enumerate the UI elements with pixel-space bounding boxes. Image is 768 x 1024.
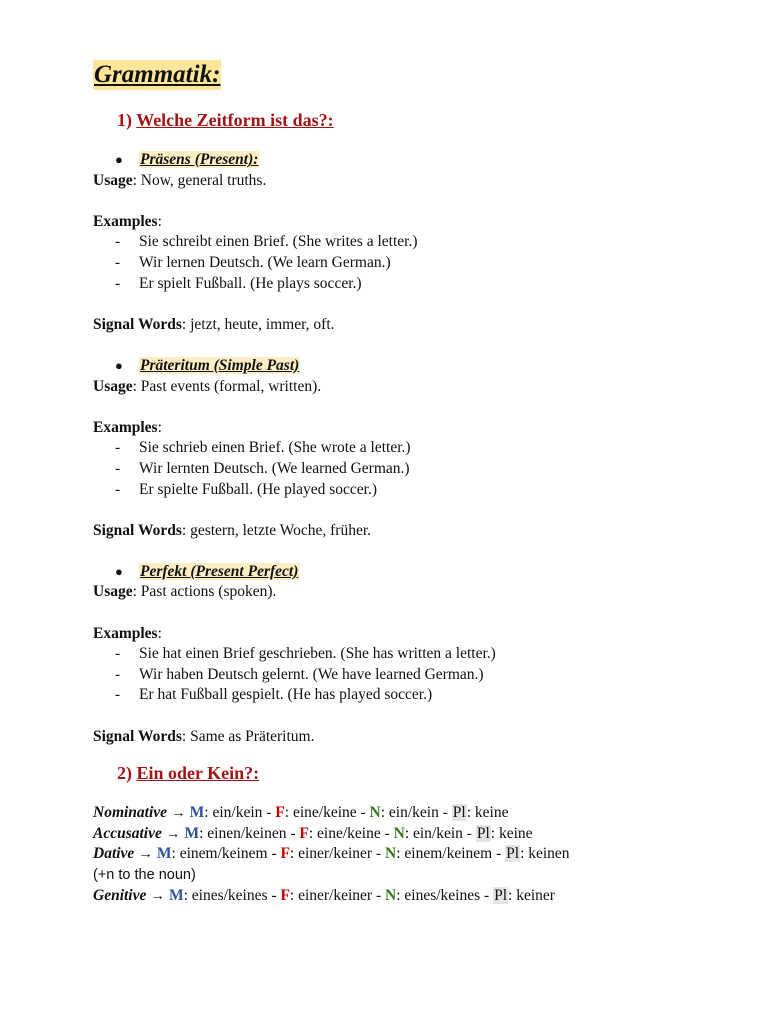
masculine-marker: M: [184, 824, 200, 842]
case-row-accusative: [93, 824, 733, 845]
list-item: - Sie schreibt einen Brief. (She writes a letter.): [93, 232, 733, 253]
neuter-value: : ein/kein -: [380, 804, 452, 822]
cases-block: [93, 803, 733, 906]
tense-label: Präteritum (Simple Past): [140, 356, 300, 374]
masculine-value: : eines/keines -: [183, 886, 281, 904]
usage-text: : Now, general truths.: [132, 171, 267, 189]
list-item: - Wir lernten Deutsch. (We learned German.): [93, 459, 733, 480]
plural-marker: Pl: [452, 804, 466, 822]
arrow-icon: →: [134, 846, 157, 863]
feminine-value: : einer/keiner -: [289, 845, 386, 863]
tense-heading: [115, 562, 733, 583]
examples-colon: :: [157, 418, 162, 436]
tense-heading: [115, 356, 733, 377]
tense-block-present-perfect: [93, 562, 733, 747]
masculine-marker: M: [156, 845, 172, 863]
neuter-value: : eines/keines -: [396, 886, 494, 904]
masculine-marker: M: [189, 804, 205, 822]
masculine-value: : einem/keinem -: [171, 845, 281, 863]
masculine-value: : einen/keinen -: [199, 824, 300, 842]
section-1-heading: [117, 108, 733, 132]
bullet-icon: ●: [115, 563, 123, 579]
neuter-value: : einem/keinem -: [396, 845, 506, 863]
feminine-value: : einer/keiner -: [289, 886, 386, 904]
usage-line: [93, 377, 733, 398]
case-name: Dative: [93, 845, 135, 863]
examples-heading: [93, 624, 733, 645]
case-name: Genitive: [93, 886, 147, 904]
usage-line: [93, 582, 733, 603]
case-name: Accusative: [93, 824, 162, 842]
section-2-number: 2): [117, 763, 132, 784]
signal-words-text: : jetzt, heute, immer, oft.: [181, 315, 335, 333]
feminine-marker: F: [280, 886, 290, 904]
plural-marker: Pl: [494, 886, 508, 904]
usage-label: Usage: [93, 377, 133, 395]
plural-value: : keine: [466, 804, 509, 822]
usage-label: Usage: [93, 583, 133, 601]
plural-value: : keine: [490, 824, 533, 842]
signal-words-text: : Same as Präteritum.: [181, 727, 315, 745]
dative-note: (+n to the noun): [93, 867, 196, 883]
examples-list: [93, 644, 733, 706]
bullet-icon: ●: [115, 152, 123, 167]
neuter-marker: N: [369, 804, 381, 822]
neuter-marker: N: [393, 824, 405, 842]
examples-list: [93, 438, 733, 500]
bullet-icon: ●: [115, 357, 123, 373]
signal-words-label: Signal Words: [93, 727, 182, 745]
tense-label: Perfekt (Present Perfect): [140, 562, 299, 580]
plural-value: : keinen: [520, 845, 570, 863]
section-2-heading: [117, 761, 733, 785]
plural-marker: Pl: [506, 845, 520, 863]
signal-words-line: [93, 521, 733, 542]
tense-block-simple-past: [93, 356, 733, 562]
section-2-title: Ein oder Kein?:: [136, 763, 260, 784]
examples-label: Examples: [93, 418, 158, 436]
feminine-marker: F: [280, 845, 290, 863]
section-1-title: Welche Zeitform ist das?:: [136, 110, 334, 130]
neuter-marker: N: [385, 845, 397, 863]
signal-words-line: [93, 727, 733, 748]
signal-words-label: Signal Words: [93, 315, 182, 333]
signal-words-label: Signal Words: [93, 521, 182, 539]
examples-colon: :: [157, 212, 162, 230]
feminine-value: : eine/keine -: [308, 824, 394, 842]
arrow-icon: →: [167, 805, 190, 822]
list-item: - Wir haben Deutsch gelernt. (We have learned German.): [93, 665, 733, 686]
case-row-nominative: [93, 803, 733, 824]
list-item: - Sie hat einen Brief geschrieben. (She has written a letter.): [93, 644, 733, 665]
examples-label: Examples: [93, 212, 158, 230]
examples-colon: :: [157, 624, 162, 642]
examples-label: Examples: [93, 624, 158, 642]
neuter-marker: N: [385, 886, 397, 904]
case-row-genitive: [93, 886, 733, 907]
arrow-icon: →: [161, 825, 185, 842]
list-item: - Er spielte Fußball. (He played soccer.): [93, 480, 733, 501]
tense-label: Präsens (Present):: [140, 151, 259, 168]
examples-list: [93, 232, 733, 294]
page-title: Grammatik:: [94, 61, 221, 88]
usage-text: : Past events (formal, written).: [132, 377, 322, 395]
neuter-value: : ein/kein -: [404, 824, 476, 842]
document-page: [93, 60, 733, 906]
arrow-icon: →: [146, 887, 169, 904]
title-row: [93, 60, 733, 90]
signal-words-line: [93, 315, 733, 336]
list-item: - Wir lernen Deutsch. (We learn German.): [93, 253, 733, 274]
tense-block-present: [93, 150, 733, 356]
usage-label: Usage: [93, 171, 133, 189]
case-row-dative: [93, 844, 733, 865]
list-item: - Er spielt Fußball. (He plays soccer.): [93, 274, 733, 295]
usage-text: : Past actions (spoken).: [132, 583, 277, 601]
feminine-marker: F: [299, 824, 309, 842]
list-item: - Er hat Fußball gespielt. (He has played soccer.): [93, 685, 733, 706]
examples-heading: [93, 212, 733, 233]
feminine-marker: F: [275, 804, 285, 822]
signal-words-text: : gestern, letzte Woche, früher.: [181, 521, 372, 539]
masculine-value: : ein/kein -: [204, 804, 276, 822]
tense-heading: [115, 150, 733, 171]
masculine-marker: M: [168, 886, 184, 904]
feminine-value: : eine/keine -: [284, 804, 370, 822]
plural-marker: Pl: [476, 824, 490, 842]
plural-value: : keiner: [508, 886, 555, 904]
usage-line: [93, 171, 733, 192]
section-1-number: 1): [117, 110, 132, 130]
list-item: - Sie schrieb einen Brief. (She wrote a letter.): [93, 438, 733, 459]
examples-heading: [93, 418, 733, 439]
case-name: Nominative: [93, 804, 168, 822]
